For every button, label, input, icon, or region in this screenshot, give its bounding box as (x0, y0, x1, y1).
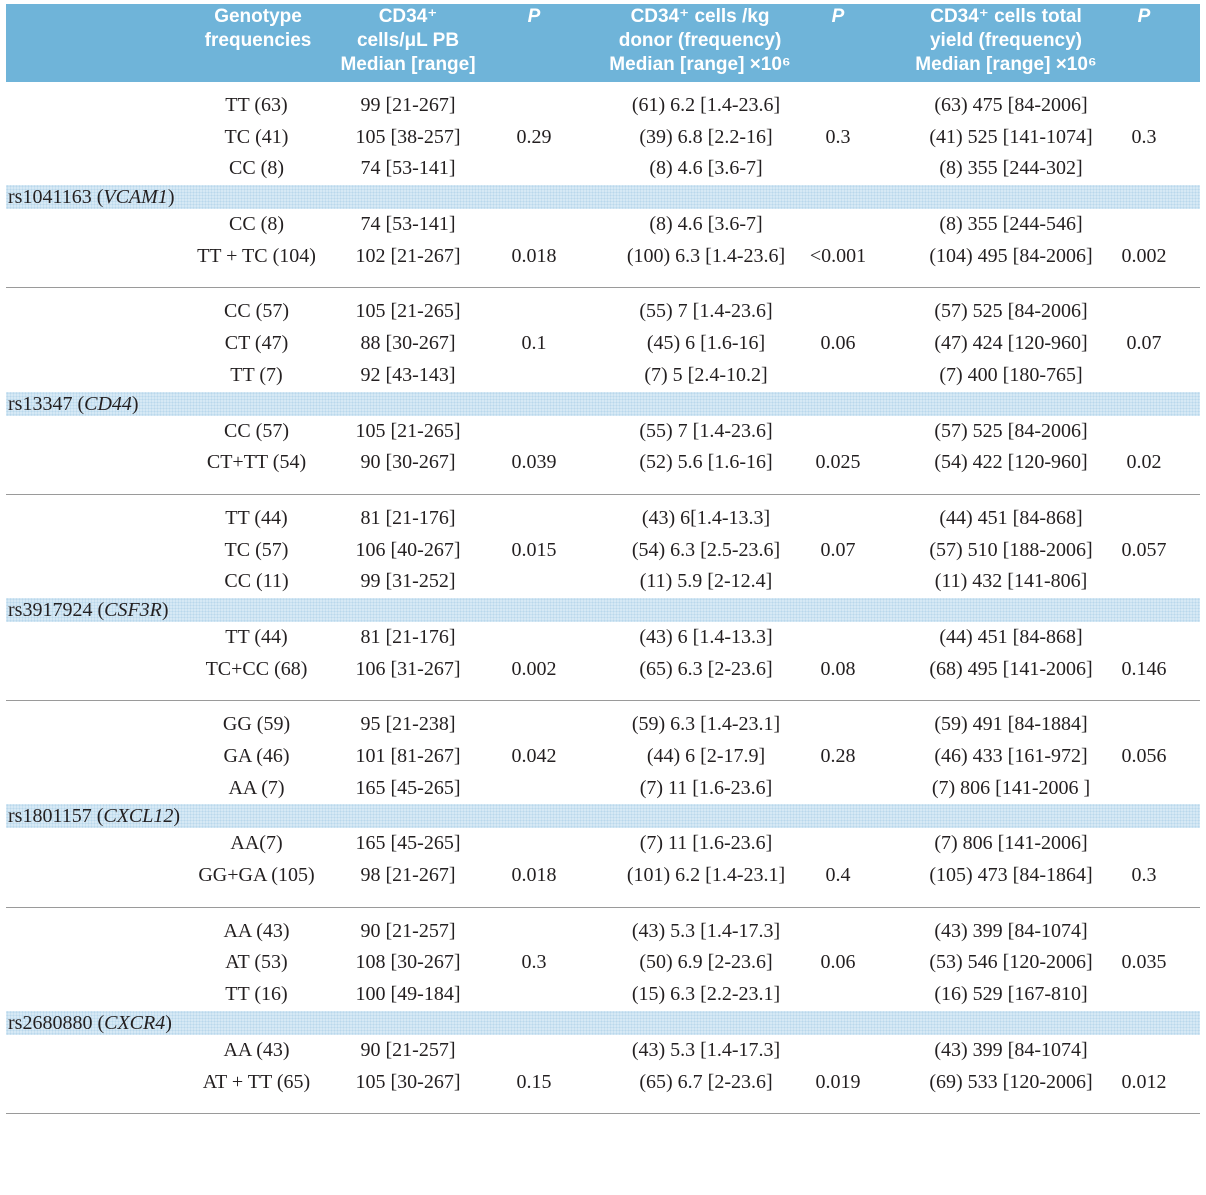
donor-median-cell: (7) 11 [1.6-23.6] (639, 832, 773, 855)
spacer (6, 908, 1200, 916)
table-row (6, 241, 1200, 273)
snp-close-paren: ) (173, 805, 181, 828)
genotype-cell: TT + TC (104) (197, 244, 316, 267)
total-yield-cell: (41) 525 [141-1074] (929, 125, 1093, 148)
table-row (6, 979, 1200, 1011)
pb-median-cell: 92 [43-143] (360, 363, 456, 386)
gene-name: CD44 (84, 392, 132, 415)
pb-median-cell: 90 [21-257] (360, 1038, 456, 1061)
snp-label-row (6, 598, 1200, 622)
snp-id: rs13347 ( (8, 392, 85, 415)
p-value-cell: 0.042 (511, 745, 557, 767)
donor-median-cell: (44) 6 [2-17.9] (646, 745, 766, 767)
genotype-cell: AA (7) (228, 776, 285, 799)
genotype-cell: TT (63) (225, 94, 288, 116)
p-value-cell: 0.02 (1126, 451, 1162, 474)
genotype-cell: GA (46) (223, 745, 290, 767)
pb-median-cell: 105 [30-267] (355, 1070, 461, 1093)
table-row (6, 328, 1200, 360)
snp-close-paren: ) (131, 392, 139, 415)
pb-median-cell: 105 [21-265] (355, 419, 461, 442)
total-yield-cell: (105) 473 [84-1864] (929, 864, 1093, 887)
donor-median-cell: (43) 5.3 [1.4-17.3] (631, 1038, 781, 1061)
donor-median-cell: (50) 6.9 [2-23.6] (639, 951, 773, 974)
snp-label-row (6, 804, 1200, 828)
table-row (6, 741, 1200, 773)
table-row (6, 566, 1200, 598)
total-yield-cell: (68) 495 [141-2006] (929, 657, 1093, 680)
total-yield-cell: (43) 399 [84-1074] (934, 1038, 1088, 1061)
p-value-cell: 0.015 (511, 538, 557, 561)
total-yield-cell: (47) 424 [120-960] (934, 332, 1088, 355)
pb-median-cell: 105 [38-257] (355, 125, 461, 148)
spacer (6, 892, 1200, 907)
total-yield-cell: (7) 806 [141-2006 ] (931, 776, 1091, 799)
pb-median-cell: 81 [21-176] (360, 625, 456, 648)
total-yield-cell: (104) 495 [84-2006] (929, 244, 1093, 267)
spacer (6, 685, 1200, 700)
p-value-cell: 0.07 (820, 538, 856, 561)
donor-median-cell: (54) 6.3 [2.5-23.6] (631, 538, 781, 561)
genotype-cell: GG (59) (222, 713, 291, 736)
total-yield-cell: (57) 525 [84-2006] (934, 300, 1088, 323)
genotype-cell: TT (16) (225, 983, 288, 1006)
total-yield-cell: (44) 451 [84-868] (939, 625, 1083, 648)
table-row (6, 916, 1200, 948)
snp-id: rs1041163 ( (8, 186, 104, 209)
p-value-cell: 0.057 (1121, 538, 1167, 561)
genotype-cell: CC (57) (224, 300, 289, 323)
donor-median-cell: (65) 6.3 [2-23.6] (639, 657, 773, 680)
genotype-cell: AA (43) (223, 919, 290, 942)
pb-median-cell: 81 [21-176] (360, 506, 456, 529)
section-divider (6, 1113, 1200, 1114)
snp-id: rs3917924 ( (8, 598, 105, 621)
table-row (6, 773, 1200, 805)
pb-median-cell: 100 [49-184] (355, 983, 461, 1006)
donor-median-cell: (43) 5.3 [1.4-17.3] (631, 919, 781, 942)
snp-label-row (6, 185, 1200, 209)
table-row (6, 947, 1200, 979)
p-value-cell: 0.056 (1121, 745, 1167, 767)
p-value-cell: 0.035 (1121, 951, 1167, 974)
genotype-cell: CC (8) (229, 157, 284, 180)
donor-median-cell: (101) 6.2 [1.4-23.1] (626, 864, 786, 887)
snp-close-paren: ) (161, 598, 169, 621)
table-row (6, 535, 1200, 567)
total-yield-cell: (44) 451 [84-868] (939, 506, 1083, 529)
total-yield-cell: (54) 422 [120-960] (934, 451, 1088, 474)
table-row (6, 1067, 1200, 1099)
p-value-cell: 0.07 (1126, 332, 1162, 355)
snp-label-row (6, 1011, 1200, 1035)
p-value-cell: 0.06 (820, 951, 856, 974)
donor-median-cell: (55) 7 [1.4-23.6] (639, 419, 773, 442)
genotype-cell: CC (57) (224, 419, 289, 442)
p-value-cell: 0.3 (825, 125, 851, 148)
table-row (6, 209, 1200, 241)
snp-id: rs2680880 ( (8, 1011, 105, 1034)
pb-median-cell: 99 [31-252] (360, 570, 456, 593)
genotype-cell: TC (41) (224, 125, 289, 148)
p-value-cell: 0.29 (516, 125, 552, 148)
spacer (6, 288, 1200, 296)
donor-median-cell: (61) 6.2 [1.4-23.6] (631, 94, 781, 116)
p-value-cell: <0.001 (809, 244, 867, 267)
table-row (6, 90, 1200, 122)
p-value-cell: 0.15 (516, 1070, 552, 1093)
header-donor: CD34⁺ cells /kg donor (frequency) Median [range] ×10⁶ (609, 6, 791, 75)
total-yield-cell: (43) 399 [84-1074] (934, 919, 1088, 942)
header-p2: P (831, 6, 845, 27)
genotype-cell: CT+TT (54) (206, 451, 307, 474)
p-value-cell: 0.002 (1121, 244, 1167, 267)
total-yield-cell: (59) 491 [84-1884] (934, 713, 1088, 736)
pb-median-cell: 74 [53-141] (360, 213, 456, 236)
header-p1: P (527, 6, 541, 27)
donor-median-cell: (100) 6.3 [1.4-23.6] (626, 244, 786, 267)
p-value-cell: 0.039 (511, 451, 557, 474)
pb-median-cell: 74 [53-141] (360, 157, 456, 180)
spacer (6, 701, 1200, 709)
table-row (6, 296, 1200, 328)
genotype-cell: TT (7) (230, 363, 283, 386)
pb-median-cell: 90 [30-267] (360, 451, 456, 474)
table-row (6, 622, 1200, 654)
p-value-cell: 0.3 (1131, 864, 1157, 887)
pb-median-cell: 101 [81-267] (355, 745, 461, 767)
p-value-cell: 0.3 (1131, 125, 1157, 148)
pb-median-cell: 106 [31-267] (355, 657, 461, 680)
table-row (6, 828, 1200, 860)
spacer (6, 495, 1200, 503)
total-yield-cell: (53) 546 [120-2006] (929, 951, 1093, 974)
gene-name: VCAM1 (103, 186, 168, 209)
total-yield-cell: (63) 475 [84-2006] (934, 94, 1088, 116)
donor-median-cell: (65) 6.7 [2-23.6] (639, 1070, 773, 1093)
p-value-cell: 0.1 (521, 332, 547, 355)
pb-median-cell: 108 [30-267] (355, 951, 461, 974)
genotype-table (6, 4, 1200, 1114)
p-value-cell: 0.019 (815, 1070, 861, 1093)
genotype-cell: AT + TT (65) (202, 1070, 311, 1093)
genotype-cell: CC (11) (224, 570, 289, 593)
pb-median-cell: 102 [21-267] (355, 244, 461, 267)
gene-name: CXCR4 (104, 1011, 166, 1034)
table-row (6, 503, 1200, 535)
gene-name: CSF3R (104, 598, 162, 621)
total-yield-cell: (7) 806 [141-2006] (934, 832, 1088, 855)
p-value-cell: 0.018 (511, 864, 557, 887)
p-value-cell: 0.002 (511, 657, 557, 680)
donor-median-cell: (11) 5.9 [2-12.4] (639, 570, 773, 593)
genotype-cell: CC (8) (229, 213, 284, 236)
header-pb: CD34⁺ cells/μL PB Median [range] (340, 6, 476, 75)
table-row (6, 860, 1200, 892)
pb-median-cell: 95 [21-238] (360, 713, 456, 736)
pb-median-cell: 105 [21-265] (355, 300, 461, 323)
donor-median-cell: (59) 6.3 [1.4-23.1] (631, 713, 781, 736)
donor-median-cell: (55) 7 [1.4-23.6] (639, 300, 773, 323)
total-yield-cell: (11) 432 [141-806] (934, 570, 1088, 593)
donor-median-cell: (52) 5.6 [1.6-16] (639, 451, 773, 474)
donor-median-cell: (8) 4.6 [3.6-7] (649, 213, 763, 236)
table-row (6, 122, 1200, 154)
spacer (6, 479, 1200, 494)
p-value-cell: 0.018 (511, 244, 557, 267)
donor-median-cell: (43) 6 [1.4-13.3] (639, 625, 773, 648)
spacer (6, 272, 1200, 287)
spacer (6, 1098, 1200, 1113)
table-row (6, 654, 1200, 686)
total-yield-cell: (57) 510 [188-2006] (929, 538, 1093, 561)
genotype-cell: TC (57) (224, 538, 289, 561)
spacer (6, 82, 1200, 90)
table-body (6, 82, 1200, 1114)
donor-median-cell: (7) 11 [1.6-23.6] (639, 776, 773, 799)
table-header (6, 4, 1200, 82)
total-yield-cell: (16) 529 [167-810] (934, 983, 1088, 1006)
snp-id: rs1801157 ( (8, 805, 104, 828)
total-yield-cell: (8) 355 [244-546] (939, 213, 1083, 236)
total-yield-cell: (57) 525 [84-2006] (934, 419, 1088, 442)
p-value-cell: 0.06 (820, 332, 856, 355)
snp-close-paren: ) (167, 186, 175, 209)
total-yield-cell: (69) 533 [120-2006] (929, 1070, 1093, 1093)
p-value-cell: 0.3 (521, 951, 547, 974)
genotype-cell: TT (44) (225, 625, 288, 648)
snp-close-paren: ) (165, 1011, 172, 1034)
table-row (6, 416, 1200, 448)
total-yield-cell: (46) 433 [161-972] (934, 745, 1088, 767)
genotype-cell: AA (43) (223, 1038, 290, 1061)
header-p3: P (1137, 6, 1151, 27)
pb-median-cell: 98 [21-267] (360, 864, 456, 887)
p-value-cell: 0.025 (815, 451, 861, 474)
gene-name: CXCL12 (103, 805, 174, 828)
p-value-cell: 0.012 (1121, 1070, 1167, 1093)
pb-median-cell: 88 [30-267] (360, 332, 456, 355)
donor-median-cell: (15) 6.3 [2.2-23.1] (631, 983, 781, 1006)
pb-median-cell: 165 [45-265] (355, 832, 461, 855)
donor-median-cell: (7) 5 [2.4-10.2] (644, 363, 768, 386)
p-value-cell: 0.4 (825, 864, 851, 887)
genotype-cell: TC+CC (68) (205, 657, 308, 680)
donor-median-cell: (45) 6 [1.6-16] (646, 332, 766, 355)
genotype-cell: CT (47) (224, 332, 289, 355)
header-total: CD34⁺ cells total yield (frequency) Median [range] ×10⁶ (915, 6, 1097, 75)
genotype-cell: GG+GA (105) (198, 864, 315, 887)
snp-label-row (6, 392, 1200, 416)
genotype-cell: AA(7) (230, 832, 283, 855)
genotype-cell: TT (44) (225, 506, 288, 529)
header-genotype: Genotype frequencies (204, 6, 312, 51)
p-value-cell: 0.146 (1121, 657, 1167, 680)
table-row (6, 447, 1200, 479)
p-value-cell: 0.08 (820, 657, 856, 680)
pb-median-cell: 90 [21-257] (360, 919, 456, 942)
table-row (6, 1035, 1200, 1067)
donor-median-cell: (39) 6.8 [2.2-16] (639, 125, 773, 148)
p-value-cell: 0.28 (820, 745, 856, 767)
pb-median-cell: 106 [40-267] (355, 538, 461, 561)
total-yield-cell: (8) 355 [244-302] (939, 157, 1083, 180)
table-row (6, 709, 1200, 741)
table-row (6, 153, 1200, 185)
pb-median-cell: 165 [45-265] (355, 776, 461, 799)
table-row (6, 360, 1200, 392)
total-yield-cell: (7) 400 [180-765] (939, 363, 1083, 386)
donor-median-cell: (43) 6[1.4-13.3] (641, 506, 771, 529)
donor-median-cell: (8) 4.6 [3.6-7] (649, 157, 763, 180)
genotype-cell: AT (53) (225, 951, 288, 974)
pb-median-cell: 99 [21-267] (360, 94, 456, 116)
